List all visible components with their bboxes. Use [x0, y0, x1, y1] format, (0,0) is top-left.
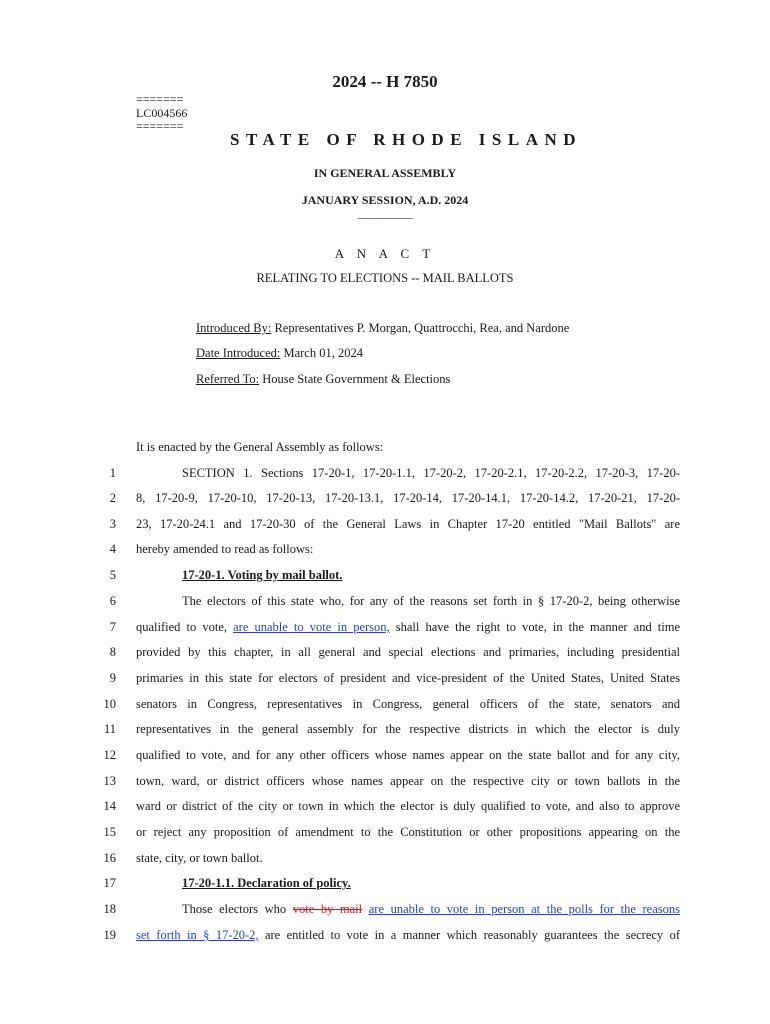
line-text: state, city, or town ballot.	[136, 851, 263, 865]
line-text: 8, 17-20-9, 17-20-10, 17-20-13, 17-20-13.1, 17-20-14, 17-20-14.1, 17-20-14.2, 17-20-21, 17-20-	[136, 491, 680, 505]
inserted-text: set forth in § 17-20-2,	[136, 928, 259, 942]
date-introduced-label: Date Introduced:	[196, 346, 281, 360]
lc-number: LC004566	[136, 105, 188, 120]
bill-line	[0, 542, 770, 562]
line-number: 17	[103, 876, 116, 890]
text-run: shall have the right to vote, in the manner and time	[395, 620, 681, 634]
relating-title: RELATING TO ELECTIONS -- MAIL BALLOTS	[256, 271, 514, 285]
section-heading	[182, 876, 680, 891]
heading-rule: ____________	[358, 208, 412, 220]
line-text: 23, 17-20-24.1 and 17-20-30 of the General Laws in Chapter 17-20 entitled "Mail Ballots" are	[136, 517, 680, 531]
line-text	[136, 620, 680, 635]
line-number: 4	[109, 542, 116, 556]
line-number: 15	[103, 825, 116, 839]
date-introduced-value: March 01, 2024	[283, 346, 363, 360]
line-number: 13	[103, 774, 116, 788]
line-number: 9	[109, 671, 116, 685]
line-number: 2	[109, 491, 116, 505]
bill-line	[0, 517, 770, 537]
separator-top: =======	[136, 92, 184, 106]
introduced-by-value: Representatives P. Morgan, Quattrocchi, Rea, and Nardone	[274, 321, 570, 335]
inserted-text: are unable to vote in person at the polls for the reasons	[368, 902, 681, 916]
date-introduced	[196, 346, 363, 361]
separator-bottom: =======	[136, 119, 184, 133]
line-text: qualified to vote, and for any other officers whose names appear on the state ballot and for any city,	[136, 748, 680, 762]
bill-line	[0, 671, 770, 691]
referred-to	[196, 372, 450, 387]
line-number: 14	[103, 799, 116, 813]
state-title: STATE OF RHODE ISLAND	[230, 130, 583, 149]
text-run: qualified to vote,	[136, 620, 228, 634]
bill-line	[0, 825, 770, 845]
assembly-heading: IN GENERAL ASSEMBLY	[313, 166, 457, 180]
section-heading	[182, 568, 680, 583]
line-text: ward or district of the city or town in which the elector is duly qualified to vote, and also to approve	[136, 799, 680, 813]
bill-line	[0, 799, 770, 819]
bill-line	[0, 491, 770, 511]
bill-line	[0, 466, 770, 486]
line-text	[136, 928, 680, 943]
line-number: 7	[109, 620, 116, 634]
bill-number: 2024 -- H 7850	[332, 72, 438, 91]
enacting-clause: It is enacted by the General Assembly as follows:	[136, 440, 384, 454]
introduced-by	[196, 321, 569, 336]
line-text: hereby amended to read as follows:	[136, 542, 314, 556]
line-number: 1	[109, 466, 116, 480]
line-text: town, ward, or district officers whose names appear on the respective city or town ballots in the	[136, 774, 680, 788]
text-run: are entitled to vote in a manner which reasonably guarantees the secrecy of	[264, 928, 681, 942]
line-number: 3	[109, 517, 116, 531]
bill-line	[0, 928, 770, 948]
referred-to-value: House State Government & Elections	[262, 372, 451, 386]
act-heading: A N A C T	[334, 246, 436, 261]
section-heading-text: 17-20-1.1. Declaration of policy.	[182, 876, 351, 890]
line-number: 16	[103, 851, 116, 865]
line-text: or reject any proposition of amendment to the Constitution or other propositions appearing on the	[136, 825, 680, 839]
referred-to-label: Referred To:	[196, 372, 260, 386]
bill-line	[0, 594, 770, 614]
line-number: 12	[103, 748, 116, 762]
section-heading-text: 17-20-1. Voting by mail ballot.	[182, 568, 343, 582]
line-number: 6	[109, 594, 116, 608]
bill-line	[0, 748, 770, 768]
bill-line	[0, 851, 770, 871]
bill-line	[0, 876, 770, 896]
line-text: primaries in this state for electors of president and vice-president of the United States, United States	[136, 671, 680, 685]
bill-line	[0, 645, 770, 665]
line-text: provided by this chapter, in all general and special elections and primaries, including presidential	[136, 645, 680, 659]
line-number: 10	[103, 697, 116, 711]
bill-line	[0, 902, 770, 922]
line-text: SECTION 1. Sections 17-20-1, 17-20-1.1, 17-20-2, 17-20-2.1, 17-20-2.2, 17-20-3, 17-20-	[182, 466, 680, 480]
bill-line	[0, 697, 770, 717]
deleted-text: vote by mail	[292, 902, 363, 916]
line-number: 18	[103, 902, 116, 916]
bill-line	[0, 620, 770, 640]
line-number: 11	[103, 722, 116, 736]
text-run: Those electors who	[182, 902, 287, 916]
session-heading: JANUARY SESSION, A.D. 2024	[301, 193, 469, 207]
line-number: 8	[109, 645, 116, 659]
line-number: 5	[109, 568, 116, 582]
bill-line	[0, 722, 770, 742]
introduced-by-label: Introduced By:	[196, 321, 272, 335]
line-text: The electors of this state who, for any of the reasons set forth in § 17-20-2, being otherwise	[182, 594, 680, 608]
line-number: 19	[103, 928, 116, 942]
bill-line	[0, 774, 770, 794]
line-text: senators in Congress, representatives in Congress, general officers of the state, senators and	[136, 697, 680, 711]
line-text: representatives in the general assembly for the respective districts in which the elector is duly	[136, 722, 680, 736]
lc-block	[136, 93, 187, 134]
line-text	[182, 902, 680, 917]
bill-line	[0, 568, 770, 588]
inserted-text: are unable to vote in person,	[233, 620, 390, 634]
